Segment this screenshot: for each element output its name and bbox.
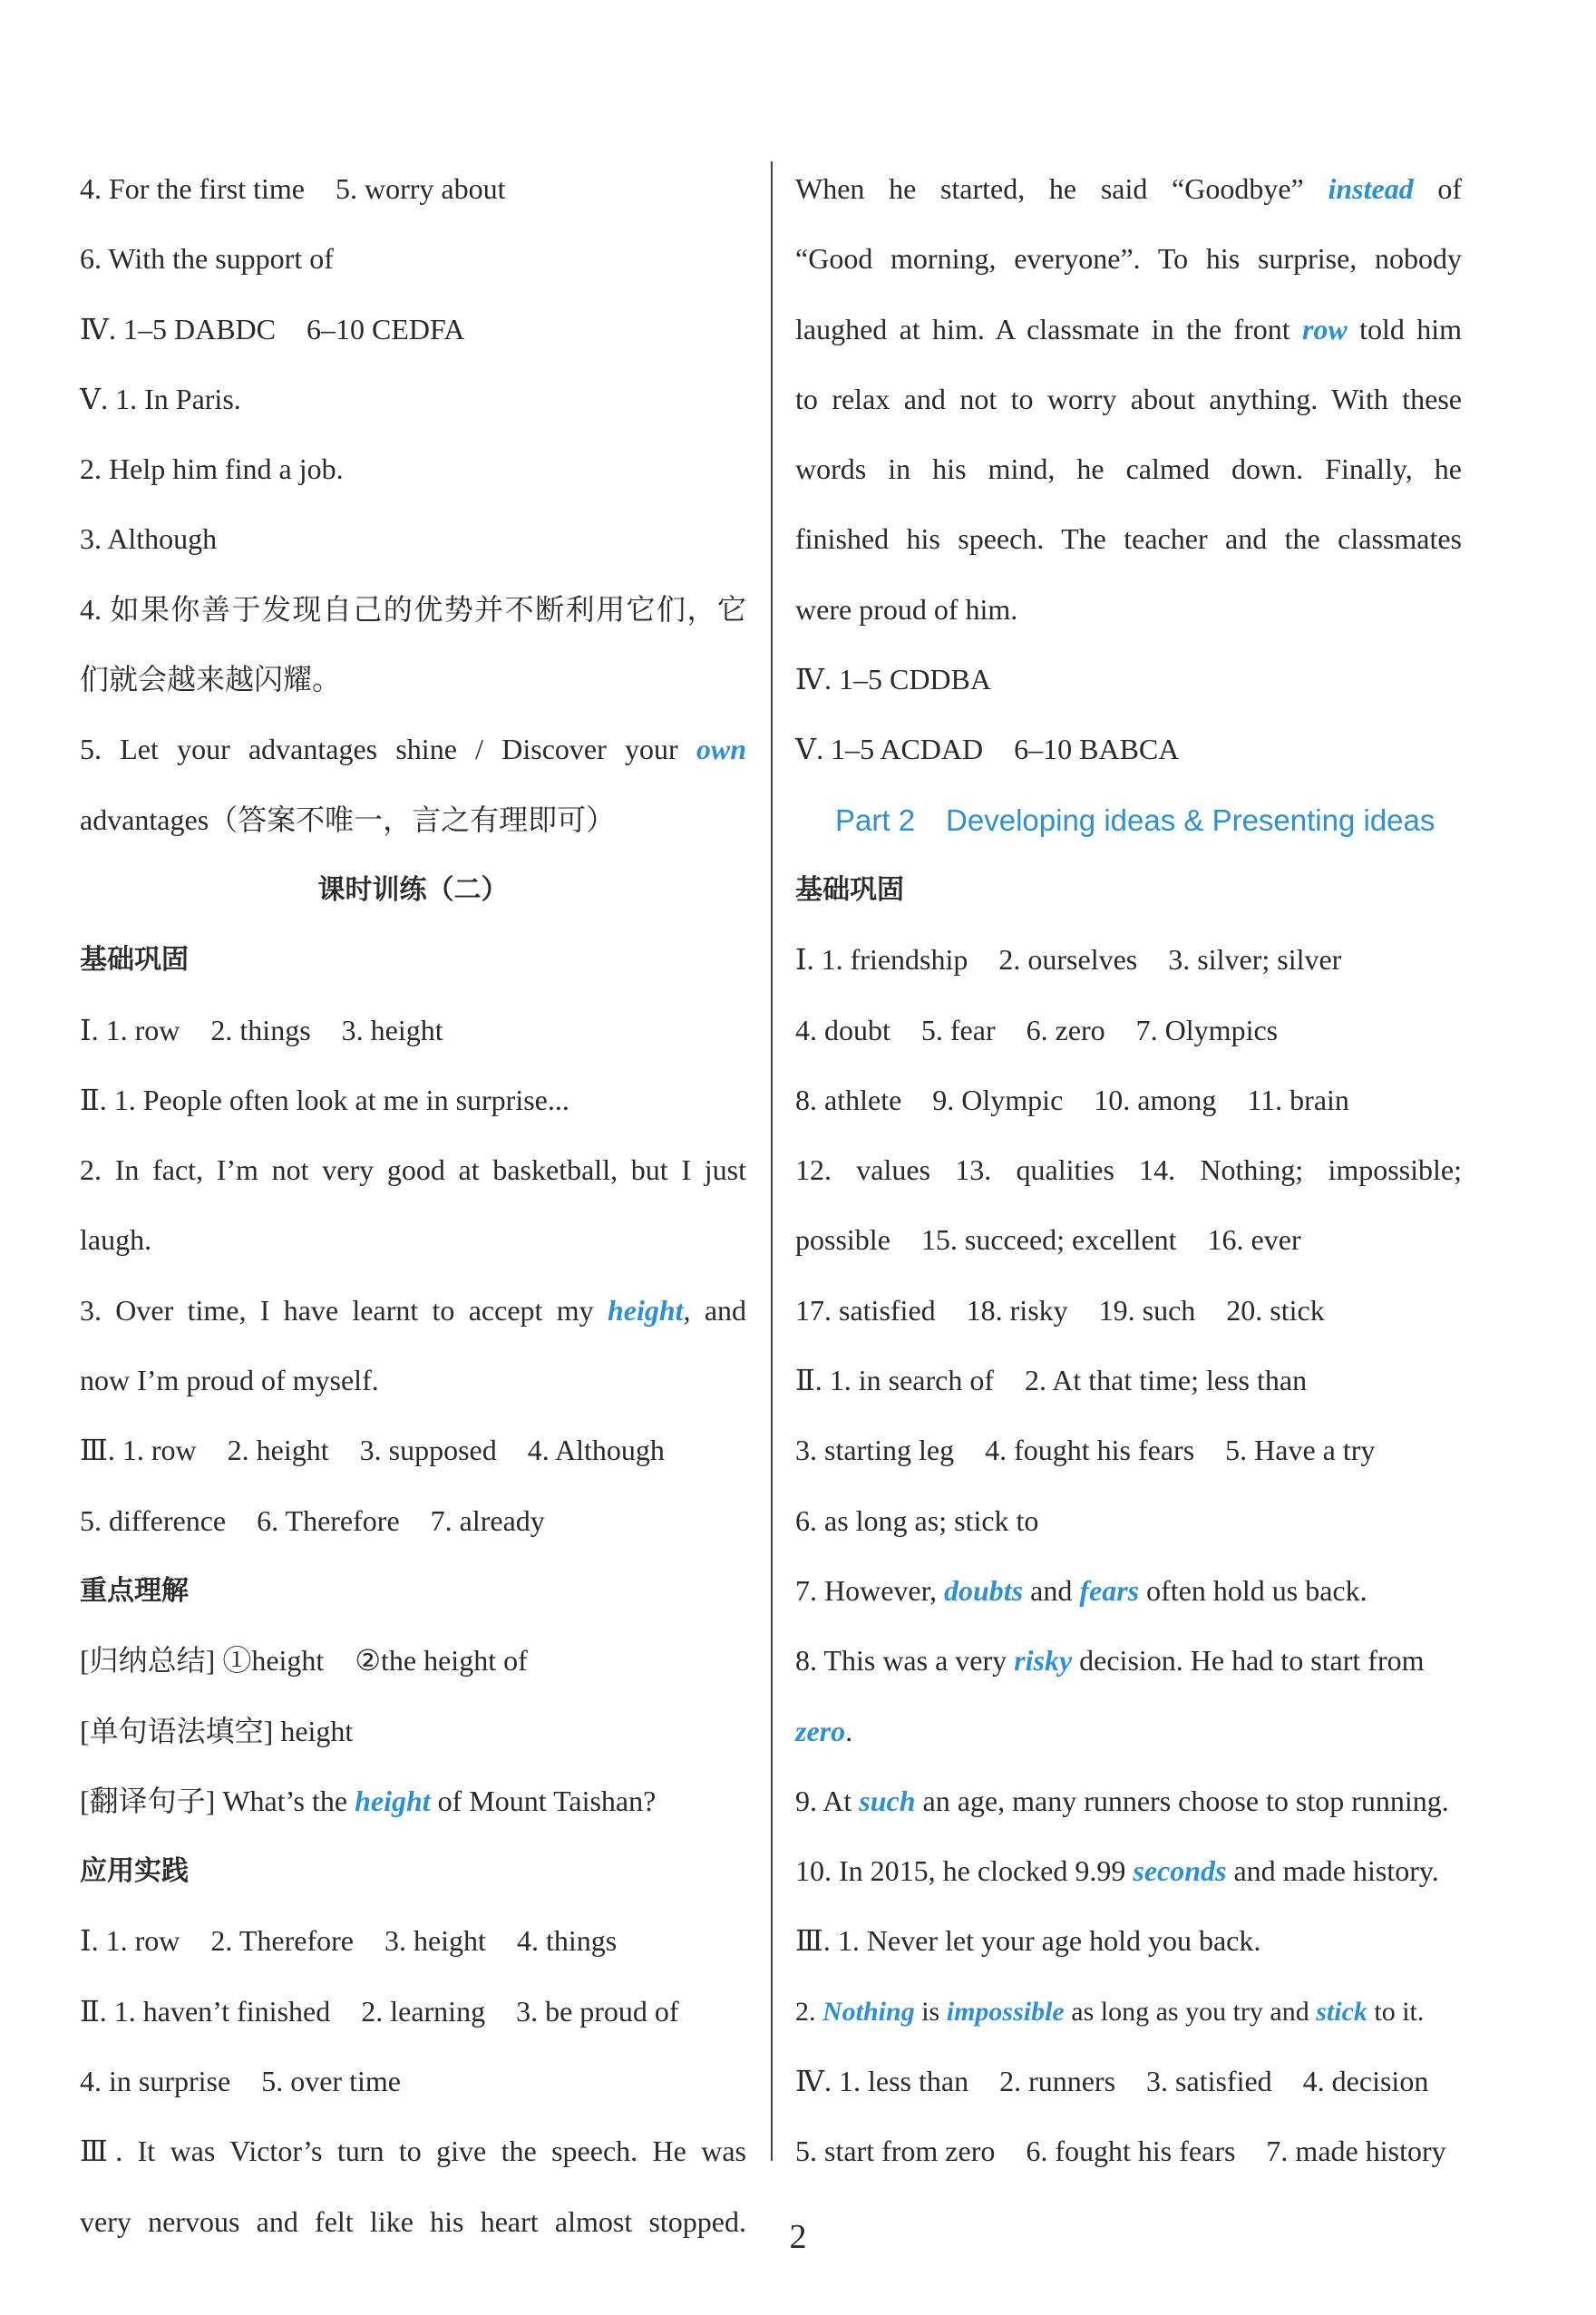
section-heading: 基础巩固 xyxy=(80,944,189,977)
answer-line: 5. Let your advantages shine / Discover your own xyxy=(80,733,747,766)
section-heading: 应用实践 xyxy=(80,1855,189,1888)
answer-line: now I’m proud of myself. xyxy=(80,1364,379,1397)
highlighted-word: own xyxy=(696,733,747,766)
highlighted-word: seconds xyxy=(1133,1854,1227,1888)
highlighted-word: such xyxy=(859,1784,916,1817)
highlighted-word: height xyxy=(607,1293,684,1327)
passage-line: words in his mind, he calmed down. Finally, he xyxy=(795,452,1462,486)
answer-line: Ⅱ. 1. haven’t finished 2. learning 3. be proud of xyxy=(80,1994,679,2028)
answer-line: Ⅳ. 1. less than 2. runners 3. satisfied 4. decision xyxy=(795,2065,1429,2098)
answer-line: Ⅱ. 1. People often look at me in surprise... xyxy=(80,1083,569,1116)
answer-line: Ⅲ. 1. Never let your age hold you back. xyxy=(795,1924,1261,1958)
answer-line: Ⅰ. 1. friendship 2. ourselves 3. silver; silver xyxy=(795,943,1342,977)
part-heading: Part 2 Developing ideas & Presenting ideas xyxy=(835,802,1435,837)
passage-line: laughed at him. A classmate in the front row told him xyxy=(795,312,1463,345)
answer-line: 2. In fact, I’m not very good at basketball, but I just xyxy=(80,1153,746,1187)
passage-line: finished his speech. The teacher and the classmates xyxy=(795,522,1462,556)
highlighted-word: Nothing xyxy=(822,1996,915,2027)
answer-line: [翻译句子] What’s the height of Mount Taishan? xyxy=(80,1784,657,1817)
section-heading: 基础巩固 xyxy=(795,873,904,906)
answer-line: 4. For the first time 5. worry about xyxy=(80,172,506,205)
answer-line: 3. Over time, I have learnt to accept my height, and xyxy=(80,1293,747,1327)
answer-line: laugh. xyxy=(80,1223,152,1257)
answer-line: [单句语法填空] height xyxy=(80,1714,354,1747)
page-number: 2 xyxy=(789,2218,807,2256)
answer-line: 12. values 13. qualities 14. Nothing; impossible; xyxy=(795,1153,1463,1187)
answer-line: 8. This was a very risky decision. He had to start from xyxy=(795,1644,1425,1678)
highlighted-word: height xyxy=(355,1784,431,1817)
translation-line: 们就会越来越闪耀。 xyxy=(80,663,342,696)
answer-line: Ⅴ. 1–5 ACDAD 6–10 BABCA xyxy=(795,733,1180,766)
answer-line: 4. doubt 5. fear 6. zero 7. Olympics xyxy=(795,1013,1279,1046)
highlighted-word: instead xyxy=(1328,172,1414,205)
passage-line: very nervous and felt like his heart almost stopped. xyxy=(80,2204,746,2238)
answer-line: 4. in surprise 5. over time xyxy=(80,2065,401,2098)
highlighted-word: doubts xyxy=(944,1573,1024,1607)
answer-line: 3. Although xyxy=(80,522,218,556)
answer-line: Ⅳ. 1–5 DABDC 6–10 CEDFA xyxy=(80,312,465,345)
answer-line: 6. as long as; stick to xyxy=(795,1503,1039,1537)
passage-line: Ⅲ. It was Victor’s turn to give the speech. He was xyxy=(80,2135,746,2168)
passage-line: When he started, he said “Goodbye” instead of xyxy=(795,172,1463,205)
answer-line: Ⅱ. 1. in search of 2. At that time; less than xyxy=(795,1364,1308,1397)
highlighted-word: fears xyxy=(1079,1573,1140,1607)
highlighted-word: impossible xyxy=(946,1996,1065,2027)
answer-line: 9. At such an age, many runners choose to stop running. xyxy=(795,1784,1449,1817)
answer-line: 6. With the support of xyxy=(80,242,334,276)
lesson-title: 课时训练（二） xyxy=(317,873,509,906)
answer-line: zero. xyxy=(795,1714,853,1747)
highlighted-word: risky xyxy=(1014,1644,1073,1678)
passage-line: “Good morning, everyone”. To his surprise, nobody xyxy=(795,242,1462,276)
answer-line: Ⅰ. 1. row 2. Therefore 3. height 4. things xyxy=(80,1924,618,1958)
answer-line: 2. Nothing is impossible as long as you try and stick to it. xyxy=(795,1996,1425,2027)
answer-line: Ⅰ. 1. row 2. things 3. height xyxy=(80,1013,443,1046)
column-divider xyxy=(771,161,773,2161)
passage-line: to relax and not to worry about anything. With these xyxy=(795,382,1462,415)
right-column xyxy=(795,154,1462,2187)
highlighted-word: stick xyxy=(1316,1996,1367,2027)
left-column xyxy=(80,154,746,2257)
answer-line: 2. Help him find a job. xyxy=(80,452,344,486)
passage-line: were proud of him. xyxy=(795,592,1018,626)
section-heading: 重点理解 xyxy=(80,1574,189,1607)
answer-line: 17. satisfied 18. risky 19. such 20. stick xyxy=(795,1293,1325,1327)
answer-line: Ⅴ. 1. In Paris. xyxy=(80,382,241,415)
answer-line: advantages（答案不唯一，言之有理即可） xyxy=(80,802,616,836)
highlighted-word: row xyxy=(1302,312,1348,345)
translation-line: 4. 如果你善于发现自己的优势并不断利用它们，它 xyxy=(80,592,746,626)
answer-line: possible 15. succeed; excellent 16. ever xyxy=(795,1223,1301,1257)
answer-line: Ⅲ. 1. row 2. height 3. supposed 4. Although xyxy=(80,1434,665,1467)
answer-line: [归纳总结] ①height ②the height of xyxy=(80,1644,528,1678)
answer-line: Ⅳ. 1–5 CDDBA xyxy=(795,663,991,696)
highlighted-word: zero xyxy=(795,1714,846,1747)
answer-line: 8. athlete 9. Olympic 10. among 11. brain xyxy=(795,1083,1349,1116)
answer-line: 5. difference 6. Therefore 7. already xyxy=(80,1503,545,1537)
answer-line: 7. However, doubts and fears often hold us back. xyxy=(795,1573,1367,1607)
answer-line: 3. starting leg 4. fought his fears 5. Have a try xyxy=(795,1434,1376,1467)
answer-line: 10. In 2015, he clocked 9.99 seconds and made history. xyxy=(795,1854,1439,1888)
answer-line: 5. start from zero 6. fought his fears 7. made history xyxy=(795,2135,1446,2168)
